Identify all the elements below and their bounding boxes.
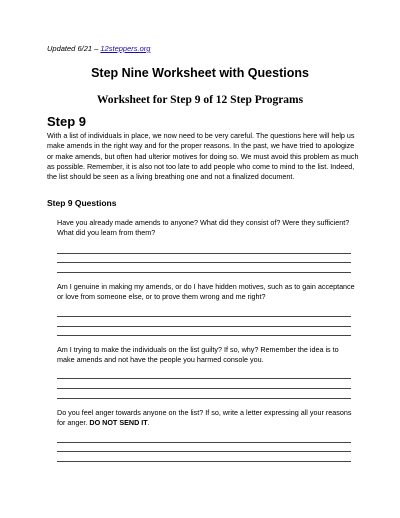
- question-2: [57, 282, 357, 302]
- question-2-text: Am I genuine in making my amends, or do I have hidden motives, such as to gain acceptance or love from someone else, or to prove them wrong and me right?: [57, 282, 355, 302]
- site-link[interactable]: 12steppers.org: [100, 44, 151, 53]
- question-4-text: Do you feel anger towards anyone on the list? If so, write a letter expressing all your reasons for anger.: [57, 408, 352, 428]
- page-title: Step Nine Worksheet with Questions: [91, 66, 309, 80]
- question-4: [57, 408, 357, 428]
- answer-line[interactable]: [57, 451, 351, 452]
- question-1: [57, 218, 357, 238]
- answer-line[interactable]: [57, 253, 351, 254]
- answer-line[interactable]: [57, 378, 351, 379]
- questions-heading: Step 9 Questions: [47, 198, 117, 208]
- step-heading: Step 9: [47, 114, 87, 129]
- question-3: [57, 345, 357, 365]
- answer-line[interactable]: [57, 326, 351, 327]
- answer-line[interactable]: [57, 388, 351, 389]
- question-4-emphasis: DO NOT SEND IT: [89, 418, 148, 428]
- answer-line[interactable]: [57, 335, 351, 336]
- answer-line[interactable]: [57, 461, 351, 462]
- intro-paragraph: With a list of individuals in place, we now need to be very careful. The questions here will help us make amends in the right way and for the proper reasons. In the past, we have tried to apologize or make amends, but often had ulterior motives for doing so. We must avoid this problem as much as possible. Remember, it is also not too late to add people who come to mind to the list. Indeed, the list should be seen as a living breathing one and not a finalized document.: [47, 131, 359, 182]
- update-date: Updated 6/21 –: [47, 44, 101, 53]
- answer-line[interactable]: [57, 316, 351, 317]
- question-4-period: .: [147, 418, 150, 428]
- page-subtitle: Worksheet for Step 9 of 12 Step Programs: [96, 94, 304, 106]
- question-3-text: Am I trying to make the individuals on the list guilty? If so, why? Remember the idea is to make amends and not have the people you harmed console you.: [57, 345, 339, 365]
- answer-line[interactable]: [57, 262, 351, 263]
- question-1-text: Have you already made amends to anyone? What did they consist of? Were they sufficient? What did you learn from them?: [57, 218, 350, 238]
- answer-line[interactable]: [57, 272, 351, 273]
- update-note: [47, 44, 150, 53]
- answer-line[interactable]: [57, 442, 351, 443]
- answer-line[interactable]: [57, 398, 351, 399]
